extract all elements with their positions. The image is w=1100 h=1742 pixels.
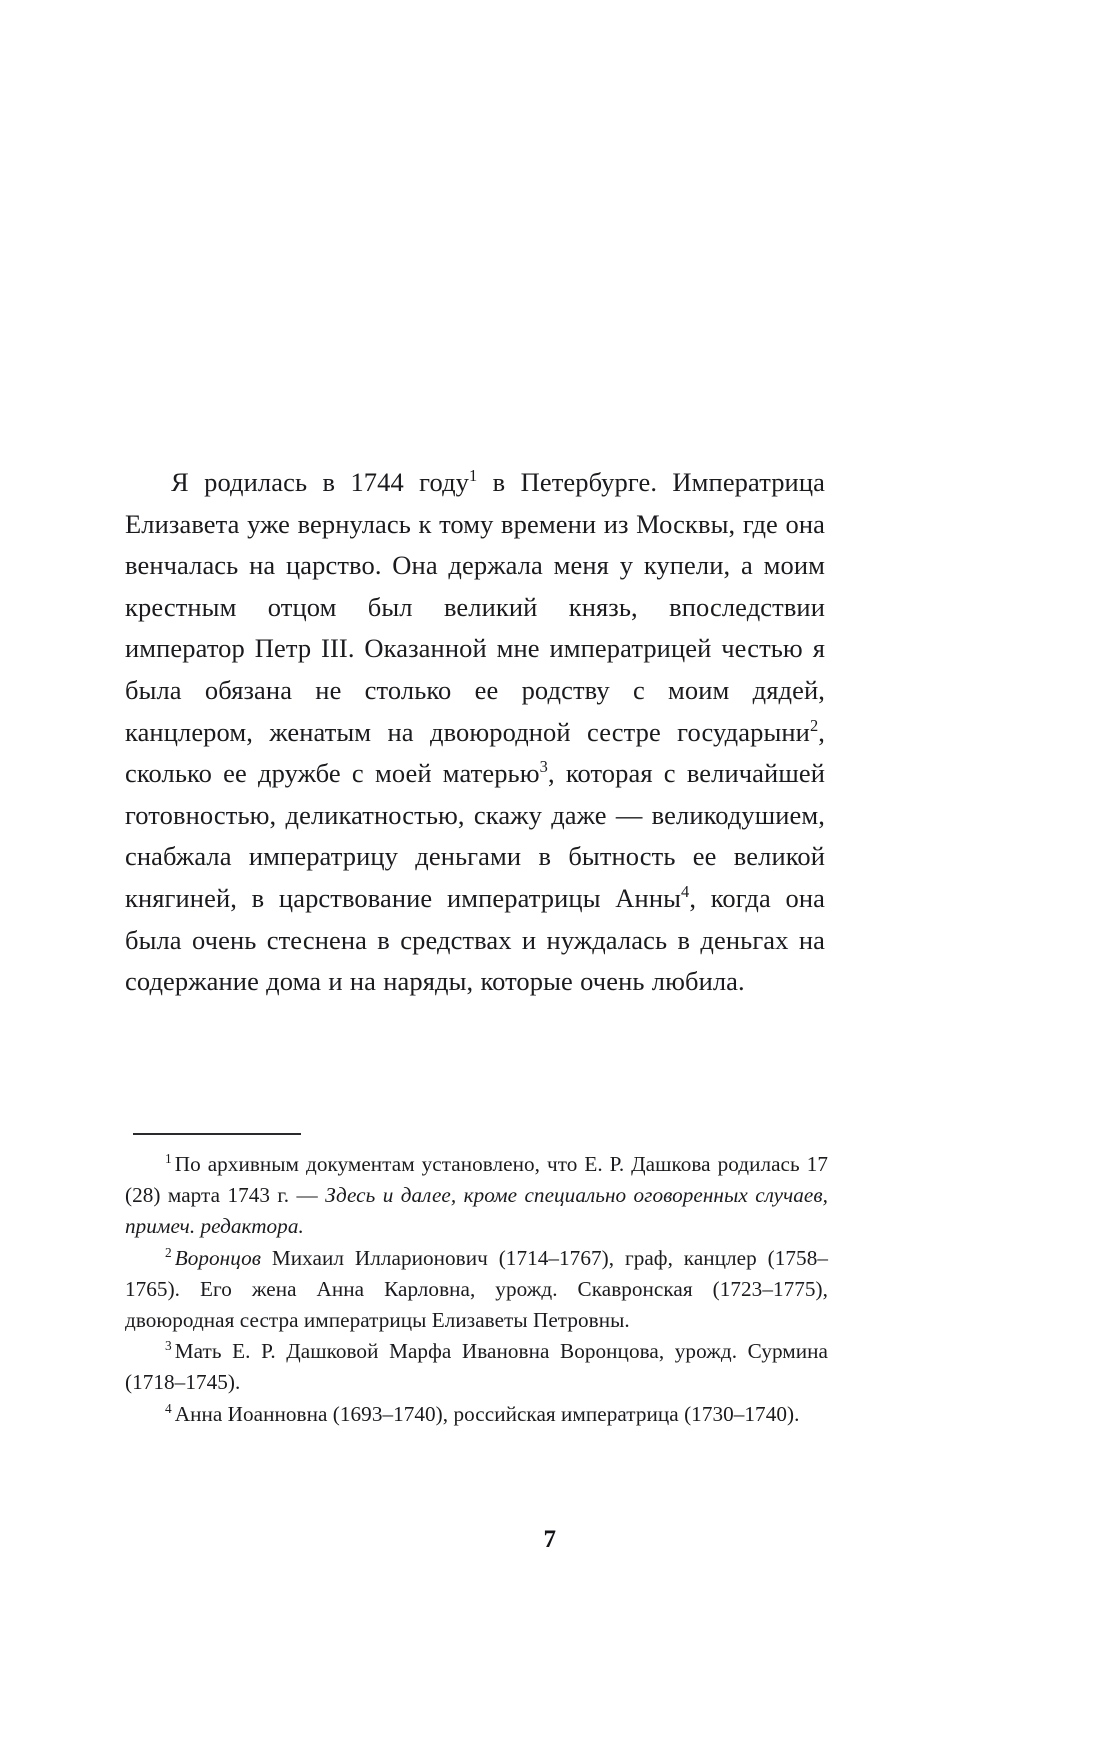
footnote-marker-4: 4 bbox=[165, 1400, 172, 1416]
body-segment-3: , сколько ее дружбе с моей матерью bbox=[125, 716, 825, 789]
footnote-3 bbox=[125, 1336, 828, 1398]
body-segment-1: Я родилась в 1744 году bbox=[171, 467, 470, 497]
footnote-2-tail: Михаил Илларионович (1714–1767), граф, канцлер (1758–1765). Его жена Анна Карловна, урожд. Скавронская (1723–1775), двоюродная сестра императрицы Елизаветы Петровны. bbox=[125, 1245, 828, 1333]
body-segment-4: , которая с величайшей готовностью, деликатностью, скажу даже — великодушием, снабжала императрицу деньгами в бытность ее великой княгиней, в царствование императрицы Анны bbox=[125, 758, 825, 913]
footnote-ref-3[interactable]: 3 bbox=[539, 757, 548, 777]
footnote-marker-3: 3 bbox=[165, 1338, 172, 1354]
body-paragraph bbox=[125, 462, 825, 1003]
footnote-ref-4[interactable]: 4 bbox=[681, 882, 690, 902]
footnote-marker-1: 1 bbox=[165, 1150, 172, 1166]
footnote-4 bbox=[125, 1399, 828, 1430]
body-text-block bbox=[125, 462, 825, 1003]
footnote-ref-1[interactable]: 1 bbox=[469, 466, 478, 486]
footnote-ref-2[interactable]: 2 bbox=[809, 715, 819, 735]
footnote-2 bbox=[125, 1243, 828, 1337]
page-number: 7 bbox=[543, 1526, 557, 1553]
body-segment-5: , когда она была очень стеснена в средствах и нуждалась в деньгах на содержание дома и на наряды, которые очень любила. bbox=[125, 882, 825, 997]
footnote-1 bbox=[125, 1149, 828, 1243]
footnote-1-text: По архивным документам установлено, что Е. Р. Дашкова родилась 17 (28) марта 1743 г. — bbox=[125, 1152, 828, 1208]
footnote-marker-2: 2 bbox=[165, 1244, 172, 1260]
footnote-3-text: Мать Е. Р. Дашковой Марфа Ивановна Воронцова, урожд. Сурмина (1718–1745). bbox=[125, 1339, 828, 1395]
footnote-1-italic: Здесь и далее, кроме специально оговоренных случаев, примеч. редактора. bbox=[125, 1183, 828, 1239]
footnote-4-text: Анна Иоанновна (1693–1740), российская императрица (1730–1740). bbox=[174, 1401, 800, 1426]
footnote-block bbox=[125, 1133, 828, 1430]
body-segment-2: в Петербурге. Императрица Елизавета уже вернулась к тому времени из Москвы, где она венчалась на царство. Она держала меня у купели, а моим крестным отцом был великий князь, впоследствии император Петр III. Оказанной мне императрицей честью я была обязана не столько ее родству с моим дядей, канцлером, женатым на двоюродной сестре государыни bbox=[125, 467, 825, 747]
footnote-2-italic: Воронцов bbox=[174, 1245, 262, 1270]
footnote-separator-rule bbox=[133, 1133, 301, 1135]
